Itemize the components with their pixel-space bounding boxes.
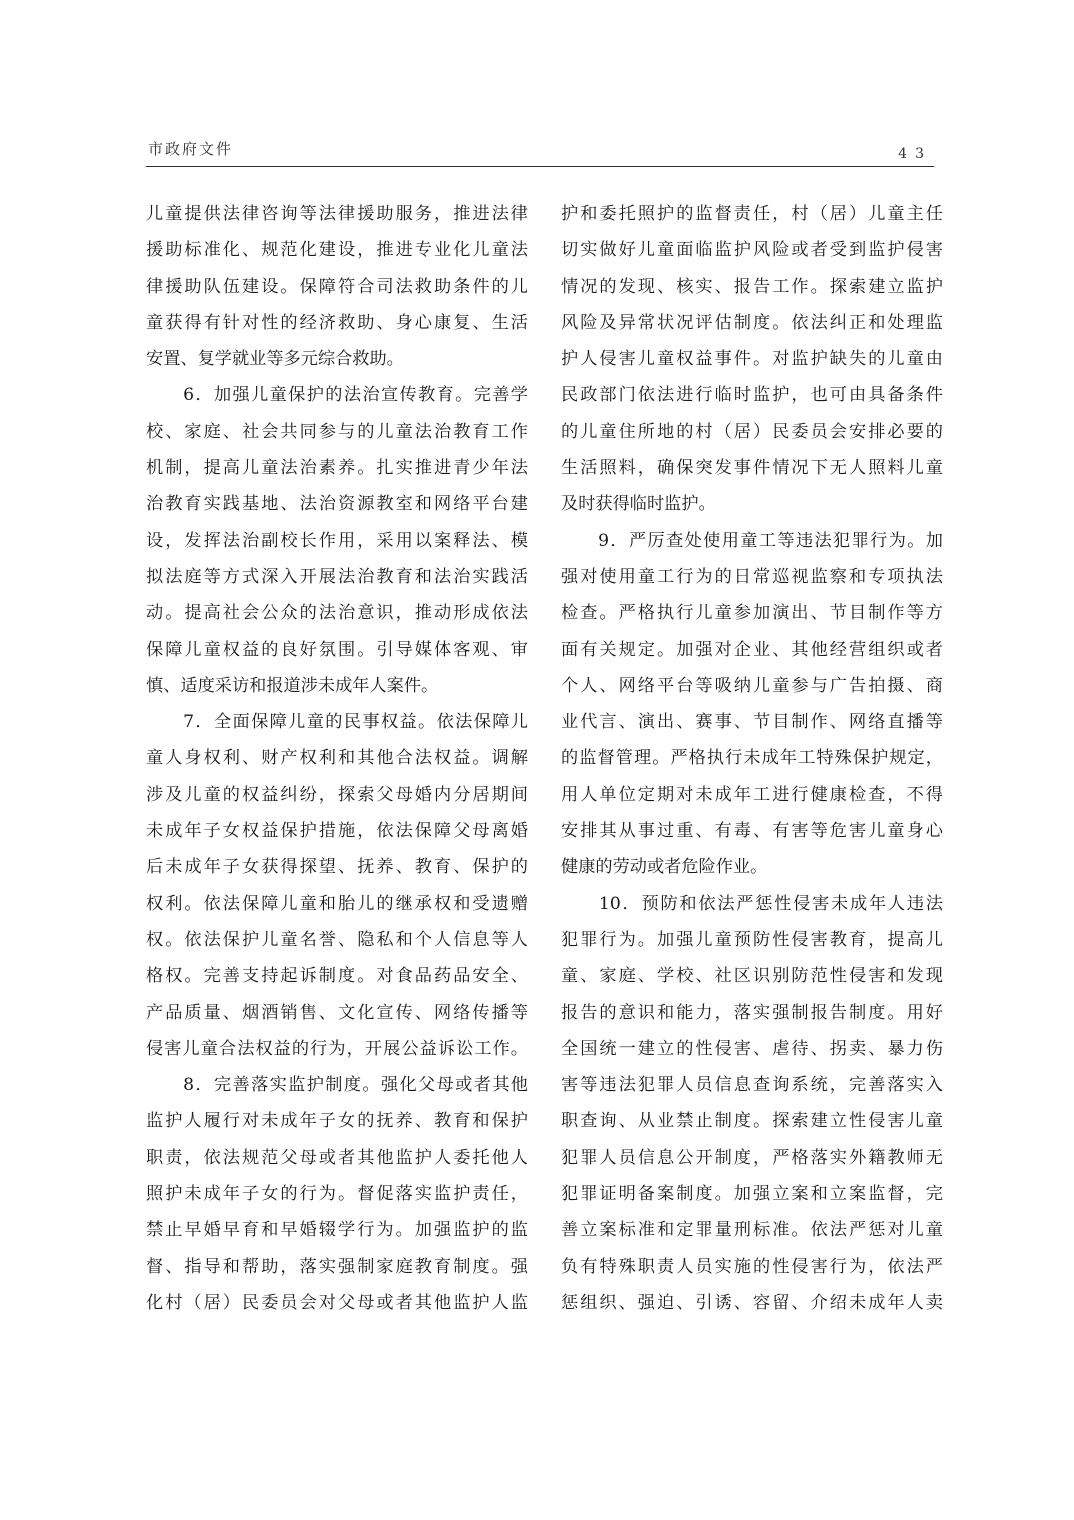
text-line: 护人侵害儿童权益事件。对监护缺失的儿童由	[561, 349, 943, 370]
text-line: 犯罪证明备案制度。加强立案和立案监督，完	[561, 1184, 943, 1205]
text-line: 监护人履行对未成年子女的抚养、教育和保护	[146, 1111, 528, 1132]
text-line: 的监督管理。严格执行未成年工特殊保护规定，	[561, 748, 943, 769]
text-line: 后未成年子女获得探望、抚养、教育、保护的	[146, 857, 528, 878]
text-line: 督、指导和帮助，落实强制家庭教育制度。强	[146, 1256, 528, 1277]
text-line: 个人、网络平台等吸纳儿童参与广告拍摄、商	[561, 675, 943, 696]
text-line: 犯罪人员信息公开制度，严格落实外籍教师无	[561, 1147, 943, 1168]
text-line: 犯罪行为。加强儿童预防性侵害教育，提高儿	[561, 929, 943, 950]
text-line: 风险及异常状况评估制度。依法纠正和处理监	[561, 312, 943, 333]
text-line: 校、家庭、社会共同参与的儿童法治教育工作	[146, 421, 528, 442]
text-line: 设，发挥法治副校长作用，采用以案释法、模	[146, 530, 528, 551]
text-line: 检查。严格执行儿童参加演出、节目制作等方	[561, 603, 943, 624]
text-line: 童、家庭、学校、社区识别防范性侵害和发现	[561, 966, 943, 987]
page-number: 43	[898, 146, 932, 162]
text-line: 负有特殊职责人员实施的性侵害行为，依法严	[561, 1256, 943, 1277]
text-line: 情况的发现、核实、报告工作。探索建立监护	[561, 276, 943, 297]
text-line: 权。依法保护儿童名誉、隐私和个人信息等人	[146, 929, 528, 950]
text-line: 儿童提供法律咨询等法律援助服务，推进法律	[146, 204, 528, 224]
text-line: 童人身权利、财产权利和其他合法权益。调解	[146, 748, 528, 769]
text-line: 机制，提高儿童法治素养。扎实推进青少年法	[146, 458, 528, 479]
text-line: 善立案标准和定罪量刑标准。依法严惩对儿童	[561, 1220, 943, 1241]
text-line: 全国统一建立的性侵害、虐待、拐卖、暴力伤	[561, 1038, 943, 1059]
text-line: 禁止早婚早育和早婚辍学行为。加强监护的监	[146, 1220, 528, 1241]
text-line: 6．加强儿童保护的法治宣传教育。完善学	[146, 385, 528, 406]
text-line: 动。提高社会公众的法治意识，推动形成依法	[146, 603, 528, 624]
text-line: 民政部门依法进行临时监护，也可由具备条件	[561, 385, 943, 406]
text-line: 生活照料，确保突发事件情况下无人照料儿童	[561, 458, 943, 479]
text-line: 9．严厉查处使用童工等违法犯罪行为。加	[561, 530, 943, 551]
text-column-right	[561, 196, 943, 1321]
text-line: 切实做好儿童面临监护风险或者受到监护侵害	[561, 240, 943, 261]
text-line: 化村（居）民委员会对父母或者其他监护人监	[146, 1292, 528, 1313]
text-line: 慎、适度采访和报道涉未成年人案件。	[146, 675, 439, 696]
text-line: 涉及儿童的权益纠纷，探索父母婚内分居期间	[146, 784, 528, 805]
text-line: 业代言、演出、赛事、节目制作、网络直播等	[561, 712, 943, 733]
text-line: 侵害儿童合法权益的行为，开展公益诉讼工作。	[146, 1038, 528, 1059]
text-line: 害等违法犯罪人员信息查询系统，完善落实入	[561, 1075, 943, 1096]
text-line: 7．全面保障儿童的民事权益。依法保障儿	[146, 712, 528, 733]
text-line: 权利。依法保障儿童和胎儿的继承权和受遗赠	[146, 893, 528, 914]
text-line: 健康的劳动或者危险作业。	[561, 857, 768, 878]
text-line: 及时获得临时监护。	[561, 494, 716, 515]
text-line: 职查询、从业禁止制度。探索建立性侵害儿童	[561, 1111, 943, 1132]
text-line: 治教育实践基地、法治资源教室和网络平台建	[146, 494, 528, 515]
text-line: 童获得有针对性的经济救助、身心康复、生活	[146, 312, 528, 333]
text-line: 格权。完善支持起诉制度。对食品药品安全、	[146, 966, 528, 987]
text-column-left	[146, 196, 528, 1321]
text-line: 安排其从事过重、有毒、有害等危害儿童身心	[561, 821, 943, 842]
text-line: 强对使用童工行为的日常巡视监察和专项执法	[561, 566, 943, 587]
text-line: 职责，依法规范父母或者其他监护人委托他人	[146, 1147, 528, 1168]
text-line: 安置、复学就业等多元综合救助。	[146, 349, 404, 370]
text-line: 报告的意识和能力，落实强制报告制度。用好	[561, 1002, 943, 1023]
text-line: 10．预防和依法严惩性侵害未成年人违法	[561, 893, 943, 914]
text-line: 惩组织、强迫、引诱、容留、介绍未成年人卖	[561, 1292, 943, 1313]
text-line: 用人单位定期对未成年工进行健康检查，不得	[561, 784, 943, 805]
text-line: 8．完善落实监护制度。强化父母或者其他	[146, 1075, 528, 1096]
text-line: 产品质量、烟酒销售、文化宣传、网络传播等	[146, 1002, 528, 1023]
text-line: 的儿童住所地的村（居）民委员会安排必要的	[561, 421, 943, 442]
text-line: 律援助队伍建设。保障符合司法救助条件的儿	[146, 276, 528, 297]
page-header	[146, 134, 934, 167]
text-line: 未成年子女权益保护措施，依法保障父母离婚	[146, 821, 528, 842]
text-line: 护和委托照护的监督责任，村（居）儿童主任	[561, 204, 943, 224]
text-line: 保障儿童权益的良好氛围。引导媒体客观、审	[146, 639, 528, 660]
text-line: 援助标准化、规范化建设，推进专业化儿童法	[146, 240, 528, 261]
text-line: 照护未成年子女的行为。督促落实监护责任，	[146, 1184, 528, 1205]
text-line: 拟法庭等方式深入开展法治教育和法治实践活	[146, 566, 528, 587]
text-line: 面有关规定。加强对企业、其他经营组织或者	[561, 639, 943, 660]
document-category-title: 市政府文件	[148, 140, 234, 158]
